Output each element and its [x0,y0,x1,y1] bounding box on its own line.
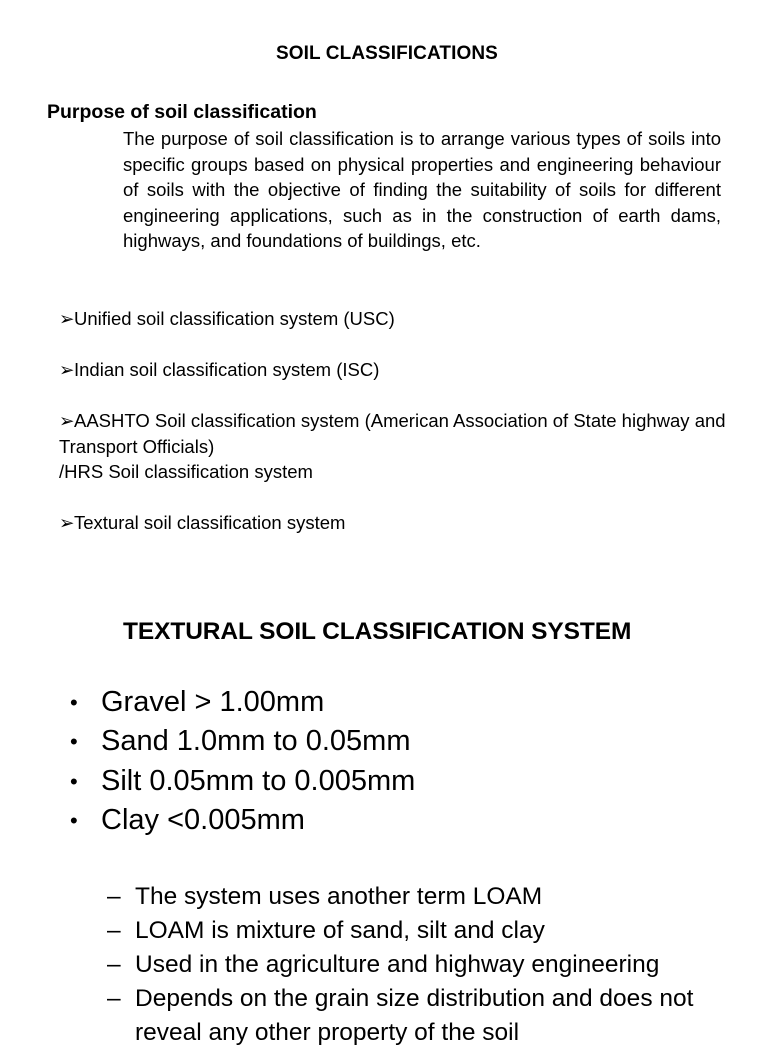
list-item [70,683,415,722]
purpose-paragraph: The purpose of soil classification is to arrange various types of soils into specific groups based on physical properties and engineering behaviour of soils with the objective of finding the suitability of soils for different engineering applications, such as in the construction of earth dams, highways, and foundations of buildings, etc. [123,128,721,252]
arrow-bullet-icon: ➢ [59,512,75,534]
list-item-text: Clay <0.005mm [101,803,305,836]
list-item-text: Used in the agriculture and highway engineering [135,951,660,978]
list-item-text: Unified soil classification system (USC) [74,308,395,329]
list-item-text: Indian soil classification system (ISC) [74,358,380,380]
bullet-icon: • [70,690,78,715]
list-item [70,801,415,840]
list-item-text: Gravel > 1.00mm [101,686,325,718]
list-item-text: Depends on the grain size distribution and does not reveal any other property of the soil [135,985,694,1046]
bullet-icon: • [70,729,78,755]
list-item [59,357,739,383]
arrow-bullet-icon: ➢ [59,308,75,329]
page-title: SOIL CLASSIFICATIONS [276,43,498,64]
list-item-text: AASHTO Soil classification system (American Association of State highway and Transport Officials) [59,409,726,457]
bullet-icon: • [70,807,78,833]
dash-bullet-icon: – [107,883,121,910]
classification-systems-list [59,306,739,561]
list-item [59,510,739,536]
section-heading-purpose: Purpose of soil classification [47,101,317,123]
loam-notes-list [107,880,727,1050]
grain-size-list [70,683,415,840]
dash-bullet-icon: – [107,985,121,1012]
dash-bullet-icon: – [107,917,121,944]
list-item [107,982,727,1050]
list-item [107,948,727,982]
list-item [107,880,727,914]
section-title-textural: TEXTURAL SOIL CLASSIFICATION SYSTEM [123,618,632,645]
list-item-text: Textural soil classification system [74,512,346,534]
list-item [70,762,415,801]
list-item [59,408,739,485]
bullet-icon: • [70,768,78,794]
list-item-subtext: /HRS Soil classification system [59,461,313,483]
list-item-text: The system uses another term LOAM [135,883,543,910]
list-item-text: LOAM is mixture of sand, silt and clay [135,917,545,944]
dash-bullet-icon: – [107,951,121,978]
list-item [70,722,415,761]
arrow-bullet-icon: ➢ [59,358,75,380]
arrow-bullet-icon: ➢ [59,409,75,431]
list-item-text: Silt 0.05mm to 0.005mm [101,764,416,797]
list-item [107,914,727,948]
list-item-text: Sand 1.0mm to 0.05mm [101,725,411,758]
list-item [59,306,739,332]
